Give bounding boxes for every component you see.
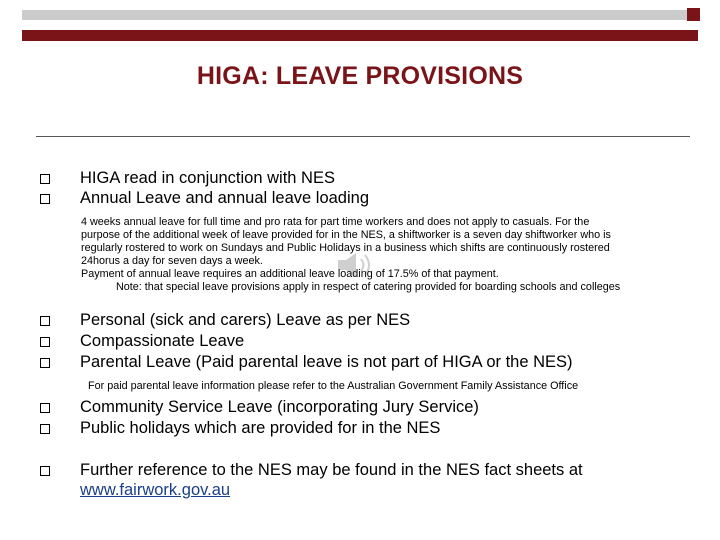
checkbox-bullet-icon	[36, 353, 54, 373]
bullet-compassionate-leave: Compassionate Leave	[80, 332, 245, 350]
bullet-parental-leave: Parental Leave (Paid parental leave is not part of HIGA or the NES)	[80, 353, 573, 371]
further-reference-text: Further reference to the NES may be found in the NES fact sheets at	[80, 461, 583, 479]
checkbox-bullet-icon	[36, 311, 54, 331]
header-accent-bar	[22, 30, 698, 41]
slide-title: HIGA: LEAVE PROVISIONS	[196, 62, 524, 90]
checkbox-bullet-icon	[36, 169, 54, 189]
fairwork-link[interactable]: www.fairwork.gov.au	[80, 481, 231, 499]
checkbox-bullet-icon	[36, 419, 54, 439]
bullet-annual-leave: Annual Leave and annual leave loading	[80, 189, 369, 207]
top-decorative-bar	[22, 10, 698, 20]
detail-line: 4 weeks annual leave for full time and pro rata for part time workers and does not apply to casuals. For the	[81, 216, 590, 228]
special-leave-note: Note: that special leave provisions apply in respect of catering provided for boarding schools and colleges	[116, 281, 621, 293]
detail-line: regularly rostered to work on Sundays and Public Holidays in a business which shifts are continuously rostered	[81, 242, 610, 254]
detail-line: purpose of the additional week of leave provided for in the NES, a shiftworker is a seven day shiftworker who is	[81, 229, 611, 241]
bullet-public-holidays: Public holidays which are provided for in the NES	[80, 419, 441, 437]
bullet-further-reference	[80, 460, 583, 500]
checkbox-bullet-icon	[36, 398, 54, 418]
parental-leave-note: For paid parental leave information please refer to the Australian Government Family Assistance Office	[88, 380, 579, 392]
detail-line: 24horus a day for seven days a week.	[81, 255, 263, 267]
bullet-community-service-leave: Community Service Leave (incorporating Jury Service)	[80, 398, 479, 416]
checkbox-bullet-icon	[36, 461, 54, 481]
detail-line: Payment of annual leave requires an additional leave loading of 17.5% of that payment.	[81, 268, 499, 280]
bullet-higa-nes: HIGA read in conjunction with NES	[80, 169, 335, 187]
checkbox-bullet-icon	[36, 189, 54, 209]
corner-accent-square	[687, 8, 700, 21]
title-divider	[36, 136, 690, 137]
checkbox-bullet-icon	[36, 332, 54, 352]
annual-leave-detail	[81, 216, 701, 294]
speaker-icon[interactable]	[334, 250, 382, 280]
bullet-personal-leave: Personal (sick and carers) Leave as per NES	[80, 311, 411, 329]
